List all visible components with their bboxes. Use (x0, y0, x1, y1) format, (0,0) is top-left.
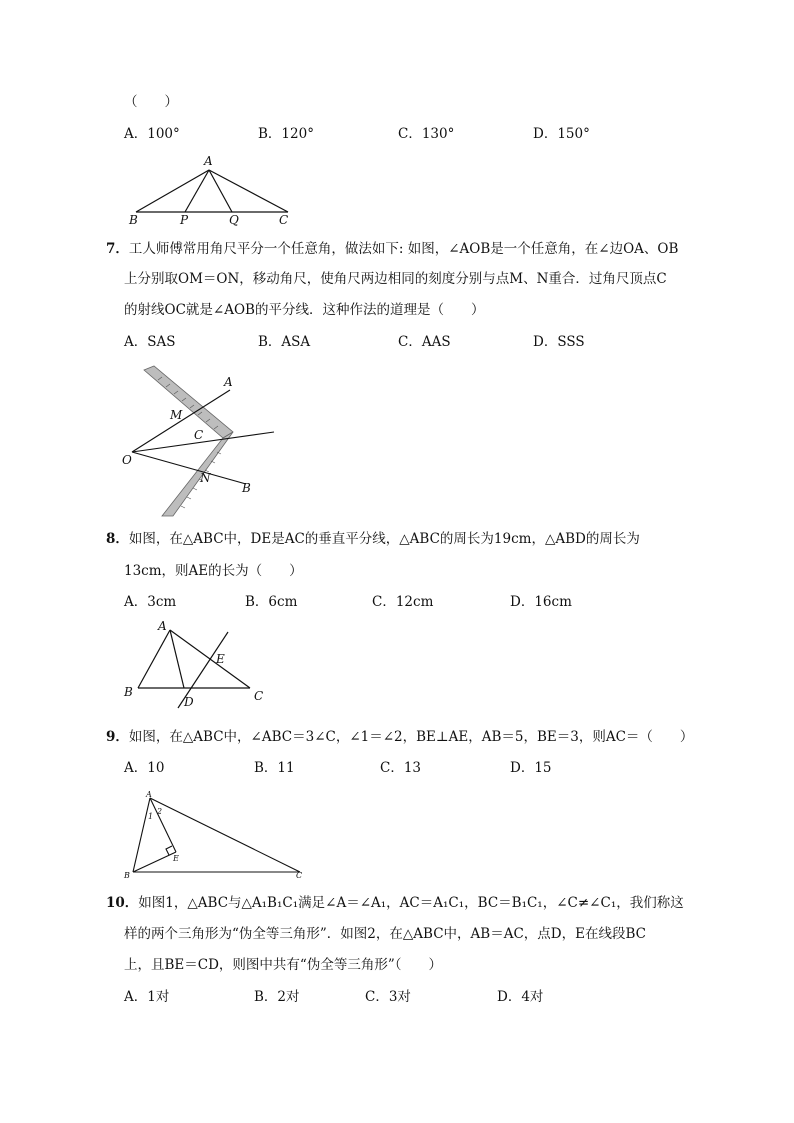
q6-label-q: Q (229, 213, 239, 227)
q7-label-a: A (224, 375, 233, 389)
q7-label-n: N (200, 471, 211, 485)
q8-label-d: D (184, 695, 194, 709)
q6-label-a: A (204, 154, 213, 168)
q6-label-p: P (180, 213, 189, 227)
q9-triangle-figure (118, 788, 318, 880)
q7-angle-bisector-figure (118, 366, 288, 516)
q8-option-d[interactable]: D．16cm (510, 594, 572, 610)
q7-label-o: O (122, 453, 132, 467)
q9-label-2: 2 (157, 807, 163, 816)
q7-line-1 (106, 243, 678, 257)
q8-label-b: B (124, 685, 133, 699)
q10-option-d[interactable]: D．4对 (497, 989, 544, 1005)
q7-option-a[interactable]: A．SAS (124, 334, 176, 350)
q9-option-b[interactable]: B．11 (254, 760, 295, 776)
q6-answer-blank: （ ） (124, 94, 178, 110)
q10-number: 10． (106, 895, 139, 911)
q9-option-a[interactable]: A．10 (124, 760, 165, 776)
q6-label-b: B (129, 213, 138, 227)
q7-label-c: C (194, 428, 204, 442)
q10-line-1 (106, 897, 684, 911)
q8-option-b[interactable]: B．6cm (245, 594, 298, 610)
q7-option-d[interactable]: D．SSS (533, 334, 585, 350)
q9-label-1: 1 (148, 812, 154, 821)
q7-label-b: B (242, 481, 251, 495)
q9-option-c[interactable]: C．13 (380, 760, 422, 776)
q7-number: 7． (106, 241, 129, 257)
q10-option-c[interactable]: C．3对 (365, 989, 411, 1005)
q10-line-3: 上，且BE＝CD，则图中共有“伪全等三角形”（ ） (124, 957, 442, 973)
q10-option-a[interactable]: A．1对 (124, 989, 170, 1005)
q8-label-a: A (158, 619, 167, 633)
q6-option-b[interactable]: B．120° (258, 126, 314, 142)
q8-text-1: 如图，在△ABC中，DE是AC的垂直平分线，△ABC的周长为19cm，△ABD的周长为 (128, 531, 640, 547)
q7-option-c[interactable]: C．AAS (398, 334, 451, 350)
q9-text-1: 如图，在△ABC中，∠ABC＝3∠C，∠1＝∠2，BE⊥AE，AB＝5，BE＝3，则AC＝（ ） (128, 729, 694, 745)
q9-number: 9． (106, 729, 129, 745)
q6-option-a[interactable]: A．100° (124, 126, 180, 142)
q8-number: 8． (106, 531, 129, 547)
q6-triangle-figure (120, 150, 300, 230)
q10-text-1: 如图1，△ABC与△A₁B₁C₁满足∠A＝∠A₁，AC＝A₁C₁，BC＝B₁C₁，∠C≠∠C₁，我们称这 (138, 895, 684, 911)
q9-label-b: B (124, 871, 130, 880)
q7-label-m: M (170, 408, 183, 422)
q7-line-3: 的射线OC就是∠AOB的平分线．这种作法的道理是（ ） (124, 302, 485, 318)
q8-triangle-figure (118, 616, 278, 716)
q8-option-c[interactable]: C．12cm (372, 594, 434, 610)
q10-option-b[interactable]: B．2对 (254, 989, 300, 1005)
q8-label-c: C (254, 689, 264, 703)
q7-carpenter-square (144, 366, 233, 516)
q8-line-1 (106, 533, 640, 547)
q8-option-a[interactable]: A．3cm (124, 594, 177, 610)
q10-line-2: 样的两个三角形为“伪全等三角形”．如图2，在△ABC中，AB＝AC，点D，E在线段BC (124, 926, 646, 942)
q9-label-a: A (146, 790, 152, 799)
q7-text-1: 工人师傅常用角尺平分一个任意角，做法如下: 如图，∠AOB是一个任意角，在∠边OA、OB (128, 241, 679, 257)
q7-option-b[interactable]: B．ASA (258, 334, 311, 350)
q6-option-c[interactable]: C．130° (398, 126, 455, 142)
q6-option-d[interactable]: D．150° (533, 126, 590, 142)
q9-label-e: E (173, 854, 179, 863)
q9-option-d[interactable]: D．15 (510, 760, 552, 776)
q8-line-2: 13cm，则AE的长为（ ） (124, 563, 303, 579)
q9-line-1 (106, 731, 693, 745)
q9-label-c: C (296, 871, 303, 880)
q8-label-e: E (216, 652, 225, 666)
q6-label-c: C (279, 213, 289, 227)
q7-line-2: 上分别取OM＝ON，移动角尺，使角尺两边相同的刻度分别与点M、N重合．过角尺顶点C (124, 271, 667, 287)
